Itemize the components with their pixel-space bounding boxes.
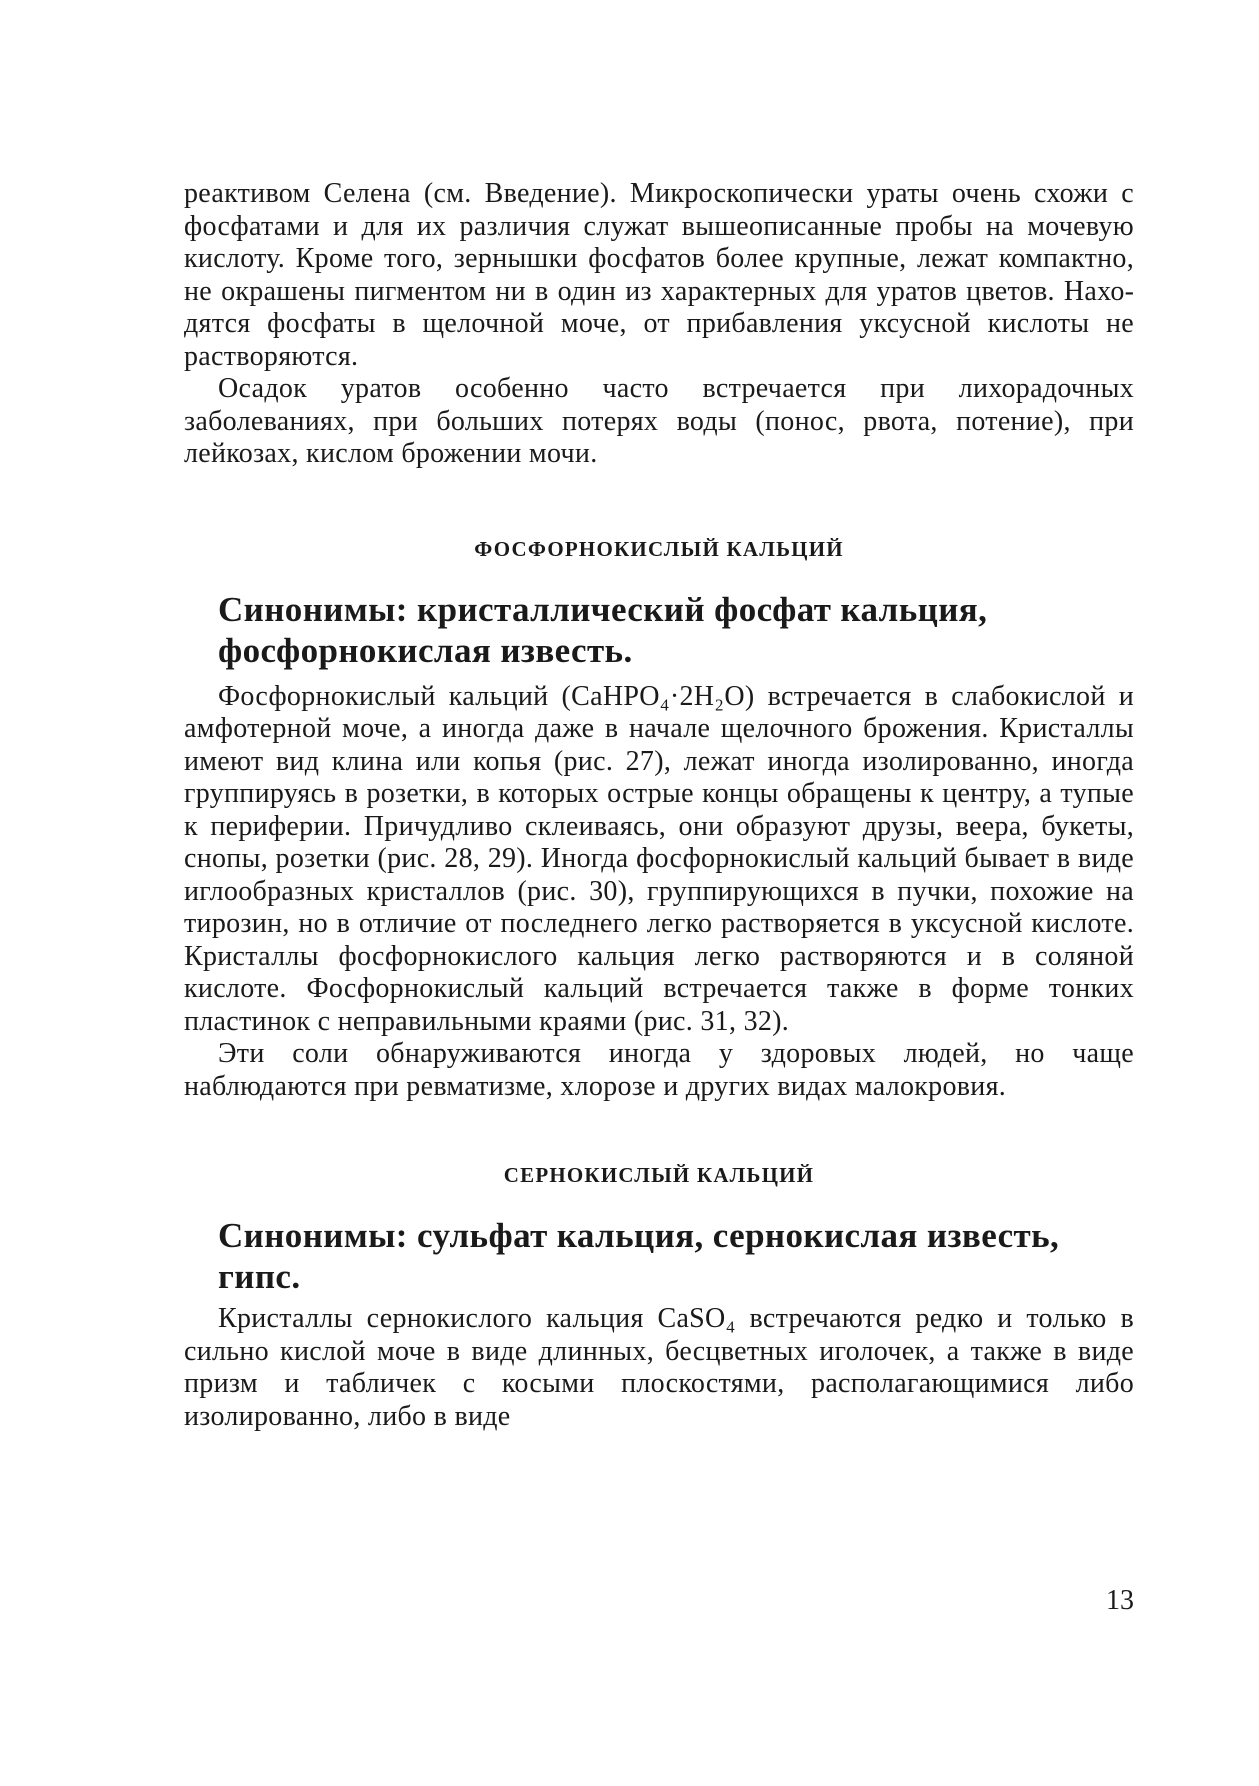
paragraph: реактивом Селена (см. Введение). Микроскопически ураты очень схожи с фосфатами и для их различия служат вышеописанные пробы на мочевую кислоту. Кроме того, зернышки фосфатов более крупные, лежат компактно, не окрашены пигментом ни в один из характерных для уратов цветов. Находятся фосфаты в щелочной моче, от прибавления уксусной кислоты не растворяются. xyxy=(184,178,1134,372)
synonyms-line: Синонимы: сульфат кальция, сернокислая известь, гипс. xyxy=(218,1216,1060,1296)
page-number: 13 xyxy=(1106,1585,1134,1616)
synonyms-line: Синонимы: кристаллический фосфат кальция, фосфорнокислая известь. xyxy=(218,589,988,670)
paragraph: Эти соли обнаруживаются иногда у здоровых людей, но чаще наблюдаются при ревматизме, хлорозе и других видах малокровия. xyxy=(184,1038,1134,1102)
paragraph: Осадок уратов особенно часто встречается при лихорадочных заболеваниях, при больших потерях воды (понос, рвота, потение), при лейкозах, кислом брожении мочи. xyxy=(184,373,1134,469)
page-content xyxy=(184,178,1134,1433)
section-heading: ФОСФОРНОКИСЛЫЙ КАЛЬЦИЙ xyxy=(474,536,844,561)
paragraph: Фосфорнокислый кальций (CaHPO₄·2H₂O) встречается в слабокислой и амфотерной моче, а иногда даже в начале щелочного брожения. Кристаллы имеют вид клина или копья (рис. 27), лежат иногда изолированно, иногда группируясь в розетки, в которых острые концы обращены к центру, а тупые к периферии. Причудливо склеиваясь, они образуют друзы, веера, букеты, снопы, розетки (рис. 28, 29). Иногда фосфорнокислый кальций бывает в виде иглообразных кристаллов (рис. 30), группирующихся в пучки, похожие на тирозин, но в отличие от последнего легко растворяется в уксусной кислоте. Кристаллы фосфорнокислого кальция легко растворяются и в соляной кислоте. Фосфорнокислый кальций встречается также в форме тонких пластинок с неправильными краями (рис. 31, 32). xyxy=(184,680,1134,1037)
paragraph: Кристаллы сернокислого кальция CaSO₄ встречаются редко и только в сильно кислой моче в виде длинных, бесцветных иголочек, а также в виде призм и табличек с косыми плоскостями, располагающимися либо изолированно, либо в виде xyxy=(184,1303,1134,1432)
section-heading: СЕРНОКИСЛЫЙ КАЛЬЦИЙ xyxy=(503,1163,815,1187)
